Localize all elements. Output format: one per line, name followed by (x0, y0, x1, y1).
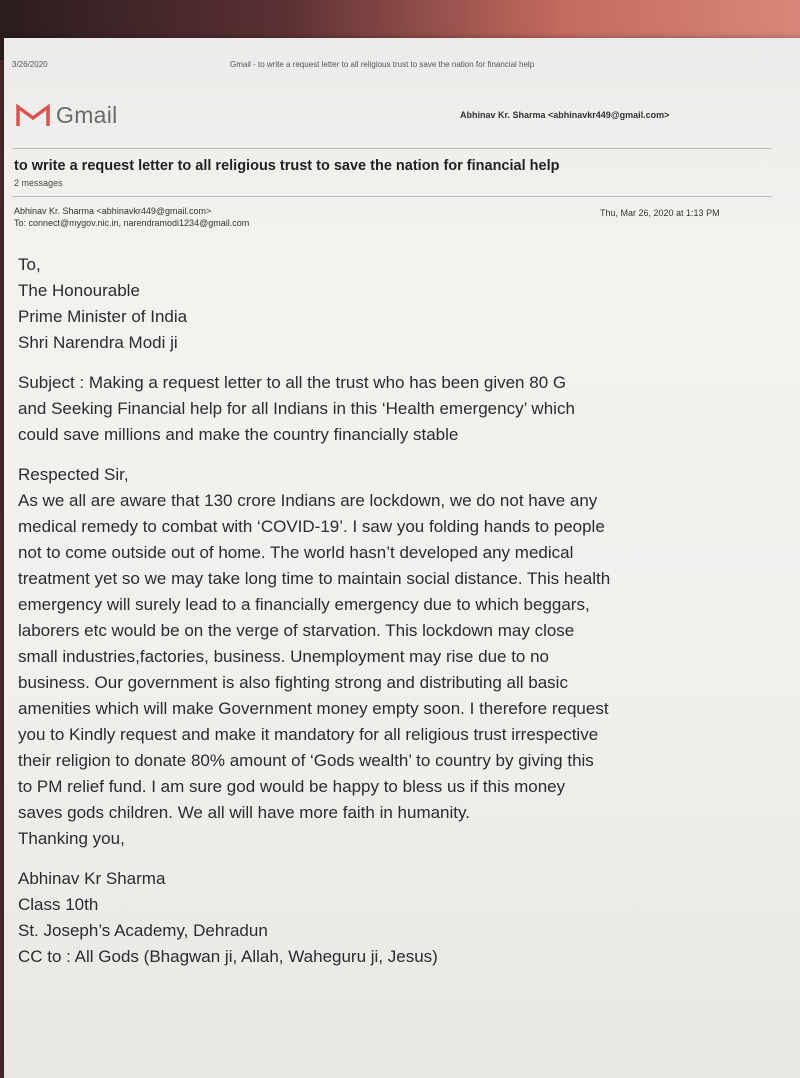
thread-divider (12, 196, 772, 197)
message-count: 2 messages (14, 178, 63, 188)
print-title: Gmail - to write a request letter to all religious trust to save the nation for financial help (230, 60, 535, 69)
signature-block (18, 866, 790, 970)
printed-email-page (4, 38, 800, 1078)
body-line: their religion to donate 80% amount of ‘Gods wealth’ to country by giving this (18, 751, 594, 770)
letter-address (18, 252, 790, 356)
body-line: amenities which will make Government money empty soon. I therefore request (18, 699, 609, 718)
address-line: Shri Narendra Modi ji (18, 333, 178, 352)
gmail-logo-text: Gmail (56, 102, 118, 128)
header-divider (12, 148, 772, 149)
letter-body (18, 252, 790, 970)
body-line: treatment yet so we may take long time to maintain social distance. This health (18, 569, 611, 588)
signature-line: Class 10th (18, 895, 99, 914)
body-line: As we all are aware that 130 crore Indians are lockdown, we do not have any (18, 491, 598, 510)
body-line: medical remedy to combat with ‘COVID-19’. I saw you folding hands to people (18, 517, 605, 536)
body-line: saves gods children. We all will have more faith in humanity. (18, 803, 470, 822)
body-line: not to come outside out of home. The world hasn’t developed any medical (18, 543, 574, 562)
closing: Thanking you, (18, 829, 125, 848)
address-line: The Honourable (18, 281, 140, 300)
salutation: Respected Sir, (18, 465, 129, 484)
signature-line: CC to : All Gods (Bhagwan ji, Allah, Waheguru ji, Jesus) (18, 947, 438, 966)
address-line: To, (18, 255, 41, 274)
signature-line: St. Joseph’s Academy, Dehradun (18, 921, 268, 940)
body-line: emergency will surely lead to a financially emergency due to which beggars, (18, 595, 590, 614)
signature-line: Abhinav Kr Sharma (18, 869, 166, 888)
message-date: Thu, Mar 26, 2020 at 1:13 PM (600, 208, 720, 218)
address-line: Prime Minister of India (18, 307, 188, 326)
gmail-m-icon (16, 104, 50, 128)
thread-subject: to write a request letter to all religious trust to save the nation for financial help (14, 158, 560, 174)
body-line: small industries,factories, business. Unemployment may rise due to no (18, 647, 550, 666)
subject-line: and Seeking Financial help for all Indians in this ‘Health emergency’ which (18, 399, 575, 418)
body-line: you to Kindly request and make it mandatory for all religious trust irrespective (18, 725, 599, 744)
recipients: To: connect@mygov.nic.in, narendramodi1234@gmail.com (14, 218, 250, 228)
body-line: business. Our government is also fighting strong and distributing all basic (18, 673, 568, 692)
sender: Abhinav Kr. Sharma <abhinavkr449@gmail.com> (14, 206, 212, 216)
subject-line: Subject : Making a request letter to all the trust who has been given 80 G (18, 373, 567, 392)
letter-subject (18, 370, 790, 448)
body-line: laborers etc would be on the verge of starvation. This lockdown may close (18, 621, 575, 640)
letter-paragraph (18, 488, 790, 826)
subject-line: could save millions and make the country financially stable (18, 425, 459, 444)
account-email: Abhinav Kr. Sharma <abhinavkr449@gmail.com> (460, 110, 670, 120)
print-date: 3/26/2020 (12, 60, 48, 69)
body-line: to PM relief fund. I am sure god would be happy to bless us if this money (18, 777, 566, 796)
gmail-logo (16, 102, 118, 129)
